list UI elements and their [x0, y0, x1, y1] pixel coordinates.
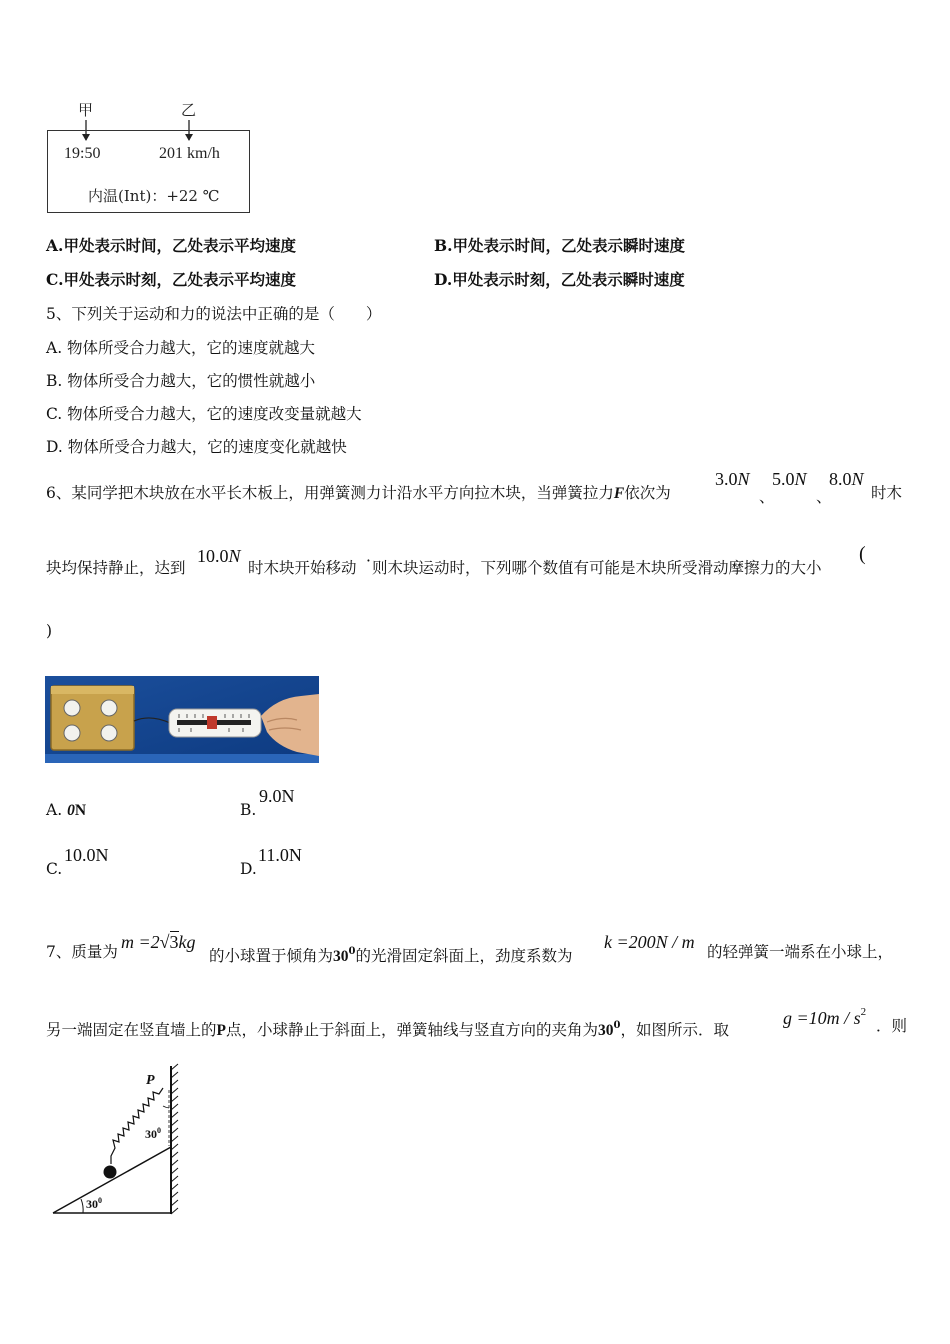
- q6-force-1: 3.0N: [715, 469, 750, 489]
- fig-angle-top: $30^0$: [145, 1126, 161, 1141]
- q7-line2: 另一端固定在竖直墙上的P点，小球静止于斜面上，弹簧轴线与竖直方向的夹角为$30^0$，如图所示．取: [46, 1020, 729, 1039]
- q7-line2-end: ．则: [876, 1017, 908, 1035]
- q6-line2-b: 时木块开始移动: [248, 559, 357, 577]
- q6-stem-part3: 时木: [871, 484, 903, 502]
- q7-stem-a: 7、质量为: [46, 943, 118, 961]
- q7-mass-expression: m =2√3kg: [121, 932, 196, 952]
- q4-option-b[interactable]: B.甲处表示时间，乙处表示瞬时速度: [434, 236, 686, 255]
- q6-option-b-letter[interactable]: B.: [240, 801, 257, 819]
- q7-stem-b: 的小球置于倾角为$30^0$的光滑固定斜面上，劲度系数为: [209, 946, 573, 965]
- q6-option-d-letter[interactable]: D.: [240, 860, 257, 878]
- q5-option-c[interactable]: C. 物体所受合力越大，它的速度改变量就越大: [46, 405, 362, 423]
- q6-stem-part1: 6、某同学把木块放在水平长木板上，用弹簧测力计沿水平方向拉木块，当弹簧拉力F依次为: [46, 484, 671, 502]
- incline-spring-diagram: [45, 1060, 195, 1220]
- fig-angle-bottom: $30^0$: [86, 1196, 102, 1211]
- q6-force-4: 10.0N: [197, 546, 241, 566]
- display-temperature: 内温(Int)：+22 ℃: [88, 187, 220, 205]
- q6-option-b-value: 9.0N: [259, 786, 295, 806]
- q7-gravity: $g =10m / s^2$: [783, 1006, 867, 1028]
- q6-option-d-value: 11.0N: [258, 845, 302, 865]
- q4-option-d[interactable]: D.甲处表示时刻，乙处表示瞬时速度: [434, 270, 685, 289]
- fig-label-p: P: [146, 1073, 155, 1088]
- q6-force-3: 8.0N: [829, 469, 864, 489]
- q6-dot: ·: [366, 552, 371, 570]
- display-time: 19:50: [64, 145, 101, 162]
- q6-sep-2: 、: [816, 488, 832, 506]
- q5-option-a[interactable]: A. 物体所受合力越大，它的速度就越大: [46, 339, 316, 357]
- q6-sep-1: 、: [759, 488, 775, 506]
- display-speed: 201 km/h: [159, 145, 220, 162]
- q6-option-c-letter[interactable]: C.: [46, 860, 63, 878]
- q4-option-a[interactable]: A.甲处表示时间，乙处表示平均速度: [46, 236, 296, 255]
- label-yi: 乙: [181, 101, 197, 119]
- q5-stem: 5、下列关于运动和力的说法中正确的是（ ）: [46, 305, 382, 323]
- q6-option-a[interactable]: A. 0N: [46, 801, 87, 819]
- q7-stem-d: 的轻弹簧一端系在小球上，: [707, 943, 894, 961]
- q6-paren-open: (: [859, 543, 866, 565]
- q7-spring-constant: k =200N / m: [604, 932, 695, 952]
- q6-force-2: 5.0N: [772, 469, 807, 489]
- q6-paren-close: ): [46, 622, 53, 640]
- q4-option-c[interactable]: C.甲处表示时刻，乙处表示平均速度: [46, 270, 296, 289]
- q5-option-d[interactable]: D. 物体所受合力越大，它的速度变化就越快: [46, 438, 347, 456]
- q6-line2-a: 块均保持静止，达到: [46, 559, 186, 577]
- q5-option-b[interactable]: B. 物体所受合力越大，它的惯性就越小: [46, 372, 316, 390]
- label-jia: 甲: [78, 101, 94, 119]
- spring-scale-photo: [45, 676, 319, 763]
- q6-option-c-value: 10.0N: [64, 845, 109, 865]
- q6-line2-c: 则木块运动时，下列哪个数值有可能是木块所受滑动摩擦力的大小: [372, 559, 822, 577]
